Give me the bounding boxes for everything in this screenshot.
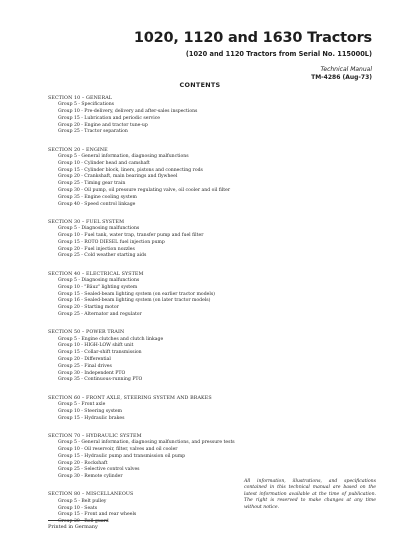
group-entry: Group 10 - Cylinder head and camshaft [58, 160, 150, 166]
group-entry: Group 30 - Remote cylinder [58, 474, 123, 480]
toc-section [48, 147, 388, 209]
group-entry: Group 15 - Sealed-beam lighting system (on earlier tractor models) [58, 291, 215, 297]
group-entry: Group 5 - Front axle [58, 401, 106, 407]
group-entry: Group 10 - Oil reservoir, filter, valves and oil cooler [58, 446, 178, 452]
group-entry: Group 10 - HIGH-LOW shift unit [58, 343, 134, 349]
group-entry: Group 15 - Front and rear wheels [58, 512, 137, 518]
group-entry: Group 25 - Timing gear train [58, 181, 126, 187]
group-entry: Group 25 - Selective control valves [58, 467, 140, 473]
group-entry: Group 5 - General information, diagnosing malfunctions, and pressure tests [58, 440, 235, 446]
group-list [58, 154, 388, 208]
group-entry: Group 20 - Rockshaft [58, 460, 108, 466]
group-entry: Group 5 - Specifications [58, 102, 115, 108]
group-entry: Group 20 - Roll guard [58, 519, 109, 525]
group-list [58, 226, 388, 260]
group-entry: Group 15 - Collar-shift transmission [58, 350, 142, 356]
section-title: SECTION 30 – FUEL SYSTEM [48, 219, 125, 225]
group-entry: Group 5 - Engine clutches and clutch linkage [58, 336, 164, 342]
section-title: SECTION 10 – GENERAL [48, 96, 113, 101]
section-title: SECTION 60 – FRONT AXLE, STEERING SYSTEM AND BRAKES [48, 395, 212, 401]
group-list [58, 402, 388, 422]
group-entry: Group 16 - Sealed-beam lighting system (on later tractor models) [58, 298, 211, 304]
group-list [58, 440, 388, 481]
group-entry: Group 15 - ROTO DIESEL fuel injection pump [58, 239, 165, 245]
group-entry: Group 15 - Lubrication and periodic service [58, 115, 160, 121]
group-entry: Group 20 - Crankshaft, main bearings and flywheel [58, 174, 178, 180]
group-entry: Group 15 - Cylinder block, liners, pistons and connecting rods [58, 167, 203, 173]
group-entry: Group 10 - "Bäuz" lighting system [58, 284, 138, 290]
group-entry: Group 10 - Seats [58, 505, 98, 511]
group-list [58, 337, 388, 385]
disclaimer-note: All information, illustrations, and specifications contained in this technical manual are based on the latest information available at the time of publication. The right is reserved to make changes at any time without notice. [244, 479, 376, 510]
section-title: SECTION 70 – HYDRAULIC SYSTEM [48, 433, 142, 439]
group-entry: Group 5 - Belt pulley [58, 498, 107, 504]
manual-type: Technical Manual [320, 66, 372, 73]
group-list [58, 278, 388, 319]
group-entry: Group 35 - Continuous-running PTO [58, 377, 143, 383]
section-title: SECTION 50 – POWER TRAIN [48, 330, 125, 336]
toc-section [48, 271, 388, 319]
toc-section [48, 395, 388, 423]
group-entry: Group 15 - Hydraulic pump and transmission oil pump [58, 453, 186, 459]
group-entry: Group 20 - Fuel injection nozzles [58, 246, 135, 252]
document-title: 1020, 1120 and 1630 Tractors [133, 30, 372, 46]
group-entry: Group 30 - Independent PTO [58, 370, 126, 376]
group-entry: Group 5 - General information, diagnosing malfunctions [58, 154, 189, 160]
group-entry: Group 40 - Speed control linkage [58, 201, 136, 207]
group-entry: Group 35 - Engine cooling system [58, 194, 137, 200]
group-entry: Group 10 - Fuel tank, water trap, transfer pump and fuel filter [58, 233, 204, 239]
section-title: SECTION 80 – MISCELLANEOUS [48, 492, 134, 498]
toc-section [48, 95, 388, 136]
group-entry: Group 20 - Starting motor [58, 305, 119, 311]
group-entry: Group 20 - Differential [58, 357, 111, 362]
toc-section [48, 329, 388, 384]
contents-heading: CONTENTS [179, 81, 221, 89]
section-title: SECTION 40 – ELECTRICAL SYSTEM [48, 271, 144, 277]
group-entry: Group 10 - Pre-delivery, delivery and after-sales inspections [58, 109, 198, 115]
group-entry: Group 20 - Engine and tractor tune-up [58, 122, 148, 128]
group-entry: Group 25 - Alternator and regulator [58, 312, 142, 318]
group-entry: Group 25 - Final drives [58, 363, 112, 369]
group-entry: Group 5 - Diagnosing malfunctions [58, 278, 140, 284]
group-entry: Group 25 - Tractor separation [58, 129, 128, 135]
group-list [58, 102, 388, 136]
group-entry: Group 15 - Hydraulic brakes [58, 415, 125, 421]
group-entry: Group 10 - Steering system [58, 408, 122, 414]
section-title: SECTION 20 – ENGINE [48, 147, 108, 153]
group-entry: Group 5 - Diagnosing malfunctions [58, 226, 140, 232]
toc-section [48, 219, 388, 260]
group-entry: Group 30 - Oil pump, oil pressure regulating valve, oil cooler and oil filter [58, 188, 231, 194]
table-of-contents [48, 95, 388, 536]
footer-divider [48, 520, 108, 521]
toc-section [48, 433, 388, 481]
group-entry: Group 25 - Cold weather starting aids [58, 253, 147, 259]
document-subtitle: (1020 and 1120 Tractors from Serial No. 115000L) [185, 50, 372, 58]
printed-in-label: Printed in Germany [48, 524, 98, 530]
manual-id: TM-4286 (Aug-73) [311, 74, 372, 81]
